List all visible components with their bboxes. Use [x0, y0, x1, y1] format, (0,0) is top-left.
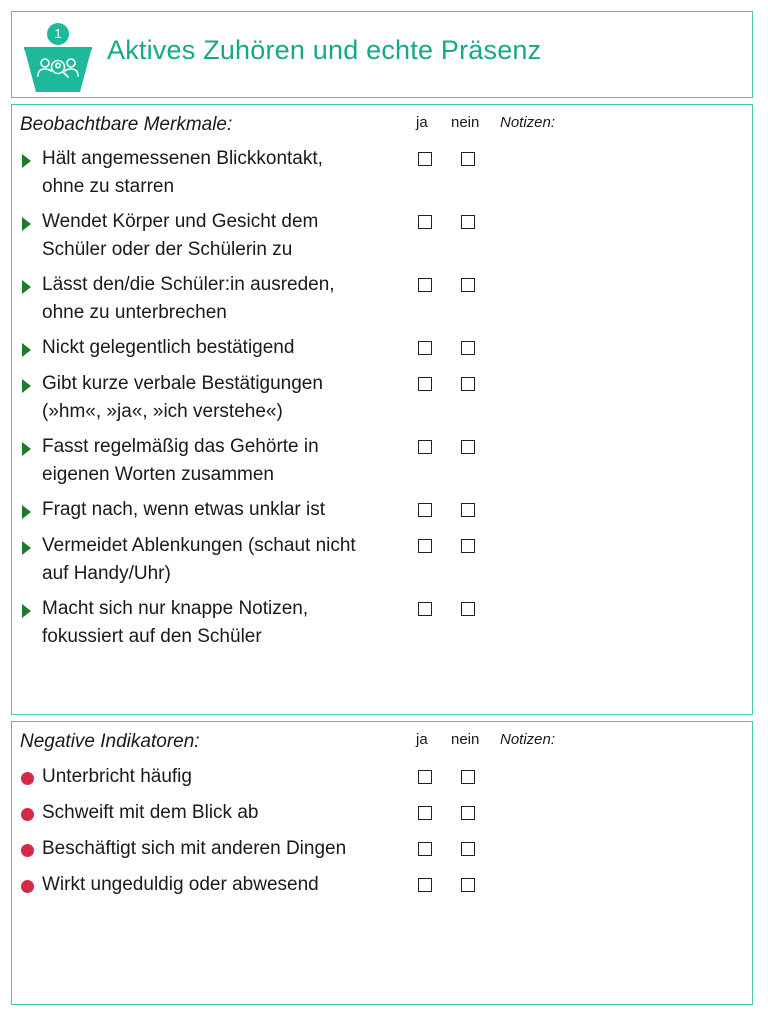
item-text: Hält angemessenen Blickkontakt, ohne zu starren [42, 148, 323, 197]
triangle-bullet-icon [22, 379, 31, 393]
no-checkbox[interactable] [461, 341, 475, 355]
triangle-bullet-icon [22, 343, 31, 357]
no-checkbox[interactable] [461, 842, 475, 856]
yes-checkbox[interactable] [418, 152, 432, 166]
triangle-bullet-icon [22, 505, 31, 519]
no-checkbox[interactable] [461, 806, 475, 820]
section-number: 1 [54, 26, 62, 41]
yes-checkbox[interactable] [418, 878, 432, 892]
yes-checkbox[interactable] [418, 377, 432, 391]
item-text: Nickt gelegentlich bestätigend [42, 337, 295, 358]
triangle-bullet-icon [22, 604, 31, 618]
no-checkbox[interactable] [461, 215, 475, 229]
item-text: Unterbricht häufig [42, 766, 192, 787]
yes-checkbox[interactable] [418, 770, 432, 784]
red-dot-bullet-icon [21, 844, 34, 857]
section-heading: Negative Indikatoren: [20, 731, 200, 752]
no-checkbox[interactable] [461, 602, 475, 616]
triangle-bullet-icon [22, 280, 31, 294]
column-notes-header: Notizen: [500, 731, 556, 748]
triangle-bullet-icon [22, 217, 31, 231]
item-text: Fragt nach, wenn etwas unklar ist [42, 499, 326, 520]
negative-indicators-section [11, 721, 753, 1005]
triangle-bullet-icon [22, 154, 31, 168]
yes-checkbox[interactable] [418, 602, 432, 616]
red-dot-bullet-icon [21, 808, 34, 821]
yes-checkbox[interactable] [418, 842, 432, 856]
no-checkbox[interactable] [461, 539, 475, 553]
no-checkbox[interactable] [461, 878, 475, 892]
column-yes-header: ja [416, 114, 428, 131]
item-text: Lässt den/die Schüler:in ausreden, ohne zu unterbrechen [42, 274, 335, 323]
no-checkbox[interactable] [461, 377, 475, 391]
item-text: Beschäftigt sich mit anderen Dingen [42, 838, 347, 859]
no-checkbox[interactable] [461, 152, 475, 166]
item-text: Fasst regelmäßig das Gehörte in eigenen Worten zusammen [42, 436, 319, 485]
no-checkbox[interactable] [461, 278, 475, 292]
item-text: Wirkt ungeduldig oder abwesend [42, 874, 319, 895]
page-title: Aktives Zuhören und echte Präsenz [107, 35, 542, 65]
yes-checkbox[interactable] [418, 806, 432, 820]
column-notes-header: Notizen: [500, 114, 556, 131]
column-no-header: nein [451, 731, 480, 748]
yes-checkbox[interactable] [418, 440, 432, 454]
header-panel [11, 11, 753, 98]
yes-checkbox[interactable] [418, 215, 432, 229]
section-heading: Beobachtbare Merkmale: [20, 114, 233, 135]
triangle-bullet-icon [22, 442, 31, 456]
yes-checkbox[interactable] [418, 278, 432, 292]
observable-features-section [11, 104, 753, 715]
column-no-header: nein [451, 114, 480, 131]
triangle-bullet-icon [22, 541, 31, 555]
item-text: Wendet Körper und Gesicht dem Schüler oder der Schülerin zu [42, 211, 319, 260]
red-dot-bullet-icon [21, 880, 34, 893]
section-badge [20, 20, 96, 94]
yes-checkbox[interactable] [418, 341, 432, 355]
item-text: Schweift mit dem Blick ab [42, 802, 259, 823]
yes-checkbox[interactable] [418, 503, 432, 517]
item-text: Gibt kurze verbale Bestätigungen (»hm«, »ja«, »ich verstehe«) [42, 373, 323, 422]
no-checkbox[interactable] [461, 440, 475, 454]
no-checkbox[interactable] [461, 770, 475, 784]
item-text: Vermeidet Ablenkungen (schaut nicht auf Handy/Uhr) [42, 535, 356, 584]
yes-checkbox[interactable] [418, 539, 432, 553]
item-text: Macht sich nur knappe Notizen, fokussiert auf den Schüler [42, 598, 309, 647]
no-checkbox[interactable] [461, 503, 475, 517]
red-dot-bullet-icon [21, 772, 34, 785]
column-yes-header: ja [416, 731, 428, 748]
